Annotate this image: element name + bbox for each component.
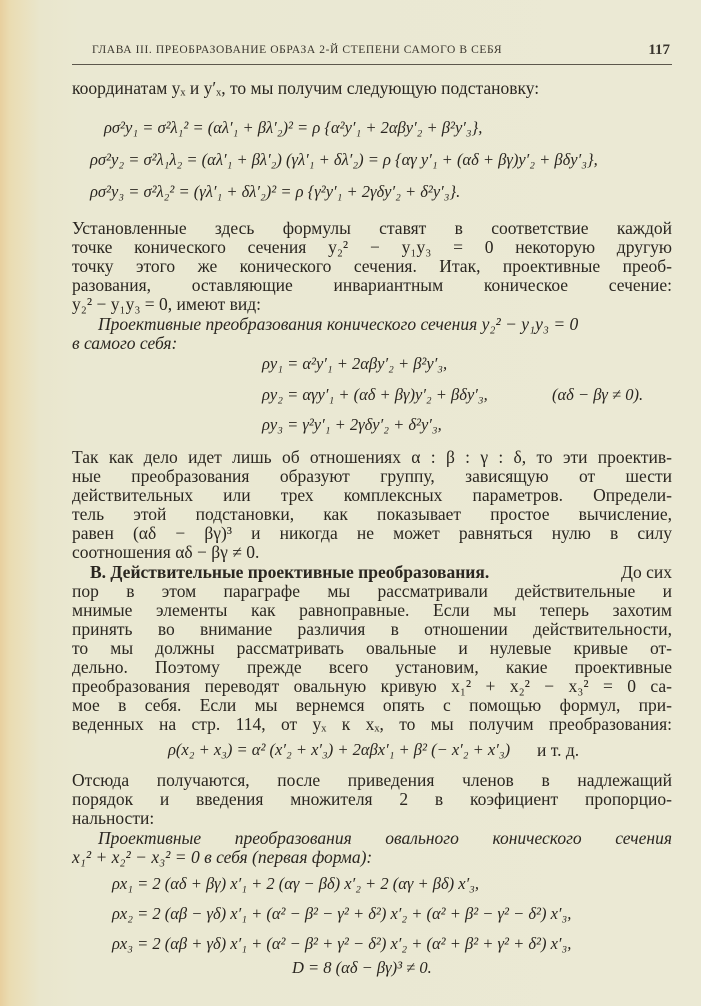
text-line: пор в этом параграфе мы рассматривали действительные и	[72, 581, 672, 601]
text-line: соотношения αδ − βγ ≠ 0.	[72, 542, 260, 562]
equation-proj-3: ρy₃ = γ²y′₁ + 2γδy′₂ + δ²y′₃,	[262, 415, 442, 434]
equation-oval-2: ρx₂ = 2 (αβ − γδ) x′₁ + (α² − β² − γ² + δ²) x′₂ + (α² + β² − γ² − δ²) x′₃,	[112, 904, 572, 923]
text-line: равен (αδ − βγ)³ и никогда не может равняться нулю в силу	[72, 523, 672, 543]
equation-subst-2: ρσ²y₂ = σ²λ₁λ₂ = (αλ′₁ + βλ′₂) (γλ′₁ + δλ′₂) = ρ {αγ y′₁ + (αδ + βγ)y′₂ + βδy′₃},	[90, 150, 598, 169]
text-line: Отсюда получаются, после приведения членов в надлежащий	[72, 770, 672, 790]
text-line: порядок и введения множителя 2 в коэфициент пропорцио-	[72, 789, 672, 809]
equation-subst-1: ρσ²y₁ = σ²λ₁² = (αλ′₁ + βλ′₂)² = ρ {α²y′₁ + 2αβy′₂ + β²y′₃},	[104, 118, 483, 137]
text-line: то мы должны рассматривать овальные и нулевые кривые от-	[72, 638, 672, 658]
text-line: y₂² − y₁y₃ = 0, имеют вид:	[72, 294, 262, 314]
theorem-heading: в самого себя:	[72, 333, 178, 353]
text-line: преобразования переводят овальную кривую x₁² + x₂² − x₃² = 0 са-	[72, 676, 672, 696]
text-line: принять во внимание различия в отношении действительности,	[72, 619, 672, 639]
section-heading: B. Действительные проективные преобразования.	[90, 562, 490, 582]
text-line: точке конического сечения y₂² − y₁y₃ = 0 некоторую другую	[72, 237, 672, 257]
equation-oval-1: ρx₁ = 2 (αδ + βγ) x′₁ + 2 (αγ − βδ) x′₂ + 2 (αγ + βδ) x′₃,	[112, 874, 480, 893]
theorem-heading: x₁² + x₂² − x₃² = 0 в себя (первая форма):	[72, 847, 373, 867]
text-line: мнимые элементы как равноправные. Если мы теперь захотим	[72, 600, 672, 620]
text-line: дельно. Поэтому прежде всего установим, какие проективные	[72, 657, 672, 677]
equation-subst-3: ρσ²y₃ = σ²λ₂² = (γλ′₁ + δλ′₂)² = ρ {γ²y′₁ + 2γδy′₂ + δ²y′₃}.	[90, 182, 461, 201]
equation-oval-3: ρx₃ = 2 (αβ + γδ) x′₁ + (α² − β² + γ² − δ²) x′₂ + (α² + β² + γ² + δ²) x′₃,	[112, 934, 572, 953]
equation-transform: ρ(x₂ + x₃) = α² (x′₂ + x′₃) + 2αβx′₁ + β² (− x′₂ + x′₃)	[168, 740, 511, 759]
text-line: ные преобразования образуют группу, зависящую от шести	[72, 466, 672, 486]
header-rule	[72, 64, 672, 65]
text-line: действительных или трех комплексных параметров. Определи-	[72, 485, 672, 505]
text-line: координатам yₓ и y′ₓ, то мы получим следующую подстановку:	[72, 78, 540, 98]
equation-determinant: D = 8 (αδ − βγ)³ ≠ 0.	[292, 958, 432, 977]
text-line: разования, оставляющие инвариантным коническое сечение:	[72, 275, 672, 295]
text-line: мое в себя. Если мы вернемся опять с помощью формул, при-	[72, 695, 672, 715]
equation-proj-condition: (αδ − βγ ≠ 0).	[552, 385, 644, 404]
theorem-heading: Проективные преобразования овального конического сечения	[98, 828, 672, 848]
chapter-title: ГЛАВА III. ПРЕОБРАЗОВАНИЕ ОБРАЗА 2-Й СТЕПЕНИ САМОГО В СЕБЯ	[92, 44, 503, 56]
text-line: нальности:	[72, 808, 155, 828]
text-line: тель этой подстановки, как показывает простое вычисление,	[72, 504, 672, 524]
text-line: Установленные здесь формулы ставят в соответствие каждой	[72, 218, 672, 238]
page-number: 117	[648, 42, 670, 58]
equation-proj-2: ρy₂ = αγy′₁ + (αδ + βγ)y′₂ + βδy′₃,	[262, 385, 488, 404]
text-line: Так как дело идет лишь об отношениях α : β : γ : δ, то эти проектив-	[72, 447, 672, 467]
text-line: До сих	[621, 562, 672, 582]
equation-proj-1: ρy₁ = α²y′₁ + 2αβy′₂ + β²y′₃,	[262, 354, 448, 373]
text-line: точку этого же конического сечения. Итак, проективные преоб-	[72, 256, 672, 276]
text-etc: и т. д.	[537, 740, 580, 760]
text-line: веденных на стр. 114, от yₓ к xₓ, то мы получим преобразования:	[72, 714, 672, 734]
theorem-heading: Проективные преобразования конического сечения y₂² − y₁y₃ = 0	[98, 314, 579, 334]
